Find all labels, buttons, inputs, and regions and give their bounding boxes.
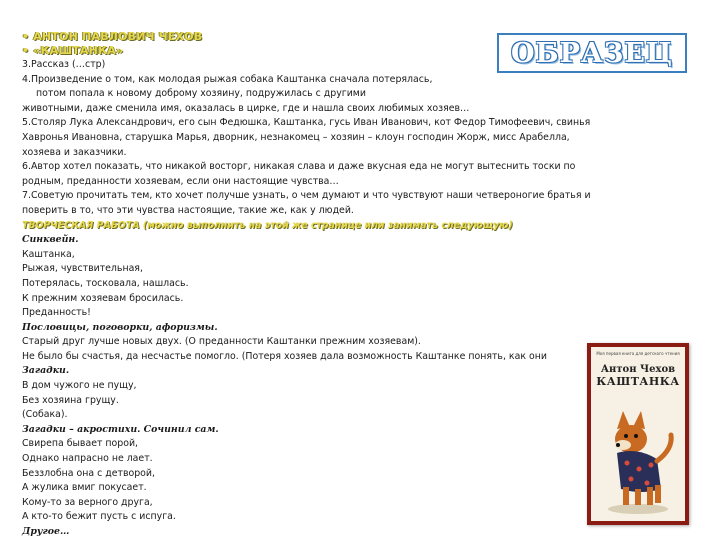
- acrostic-line: Однако напрасно не лает.: [22, 453, 153, 465]
- acrostic-line: Свирепа бывает порой,: [22, 438, 139, 450]
- text-line: потом попала к новому доброму хозяину, подружилась с другими: [36, 88, 366, 100]
- text-line: Хавронья Ивановна, старушка Марья, дворник, незнакомец – хозяин – клоун господин Жорж, мисс Арабелла,: [22, 131, 570, 143]
- other-heading: Другое…: [22, 526, 70, 537]
- acrostic-line: Беззлобна она с детворой,: [22, 467, 155, 479]
- cinquain-line: Рыжая, чувствительная,: [22, 263, 143, 275]
- title-heading: • «КАШТАНКА»: [22, 44, 124, 57]
- text-body: [22, 58, 682, 540]
- cinquain-heading: Синквейн.: [22, 234, 79, 246]
- text-line: хозяева и заказчики.: [22, 146, 127, 158]
- book-cover-inner: [591, 347, 685, 521]
- bullet-marker: •: [22, 44, 34, 57]
- proverbs-heading: Пословицы, поговорки, афоризмы.: [22, 321, 218, 333]
- text-line: 3.Рассказ (…стр): [22, 59, 106, 70]
- text-line: животными, даже сменила имя, оказалась в цирке, где и нашла своих любимых хозяев…: [22, 102, 470, 114]
- sample-stamp: ОБРАЗЕЦ: [497, 33, 687, 73]
- riddle-line: Без хозяина грущу.: [22, 394, 119, 406]
- acrostic-line: А кто-то бежит пусть с испуга.: [22, 511, 176, 523]
- acrostic-line: Кому-то за верного друга,: [22, 496, 153, 508]
- text-line: 7.Советую прочитать тем, кто хочет получше узнать, о чем думают и что чувствуют наши четвероногие братья и: [22, 190, 591, 202]
- cinquain-line: Потерялась, тосковала, нашлась.: [22, 277, 189, 289]
- riddle-line: (Собака).: [22, 409, 68, 421]
- book-series: Моя первая книга для детского чтения: [596, 351, 680, 356]
- text-line: 4.Произведение о том, как молодая рыжая собака Каштанка сначала потерялась,: [22, 73, 433, 85]
- book-author: Антон Чехов: [600, 364, 676, 375]
- book-title: КАШТАНКА: [596, 375, 680, 388]
- text-line: 6.Автор хотел показать, что никакой восторг, никакая слава и даже вкусная еда не могут вытеснить тоски по: [22, 161, 576, 173]
- dog-illustration: [597, 399, 679, 517]
- acrostic-heading: Загадки – акростихи. Сочинил сам.: [22, 423, 219, 435]
- book-cover-image: [587, 343, 689, 525]
- bullet-marker: •: [22, 30, 34, 43]
- author-heading: • АНТОН ПАВЛОВИЧ ЧЕХОВ: [22, 30, 203, 43]
- proverb-line: Не было бы счастья, да несчастье помогло. (Потеря хозяев дала возможность Каштанке понять, как они: [22, 350, 547, 362]
- cinquain-line: Преданность!: [22, 307, 91, 319]
- riddle-line: В дом чужого не пущу,: [22, 380, 137, 392]
- text-line: 5.Столяр Лука Александрович, его сын Федюшка, Каштанка, гусь Иван Иванович, кот Федор Тимофеевич, свинья: [22, 117, 591, 129]
- riddles-heading: Загадки.: [22, 365, 70, 377]
- proverb-line: Старый друг лучше новых двух. (О преданности Каштанки прежним хозяевам).: [22, 336, 421, 348]
- cinquain-line: Каштанка,: [22, 248, 75, 260]
- acrostic-line: А жулика вмиг покусает.: [22, 482, 147, 494]
- cinquain-line: К прежним хозяевам бросилась.: [22, 292, 184, 304]
- text-line: родным, преданности хозяевам, если они настоящие чувства…: [22, 175, 339, 187]
- creative-work-heading: ТВОРЧЕСКАЯ РАБОТА (можно выполнить на этой же странице или занимать следующую): [22, 219, 513, 231]
- text-line: поверить в то, что эти чувства настоящие, такие же, как у людей.: [22, 204, 354, 216]
